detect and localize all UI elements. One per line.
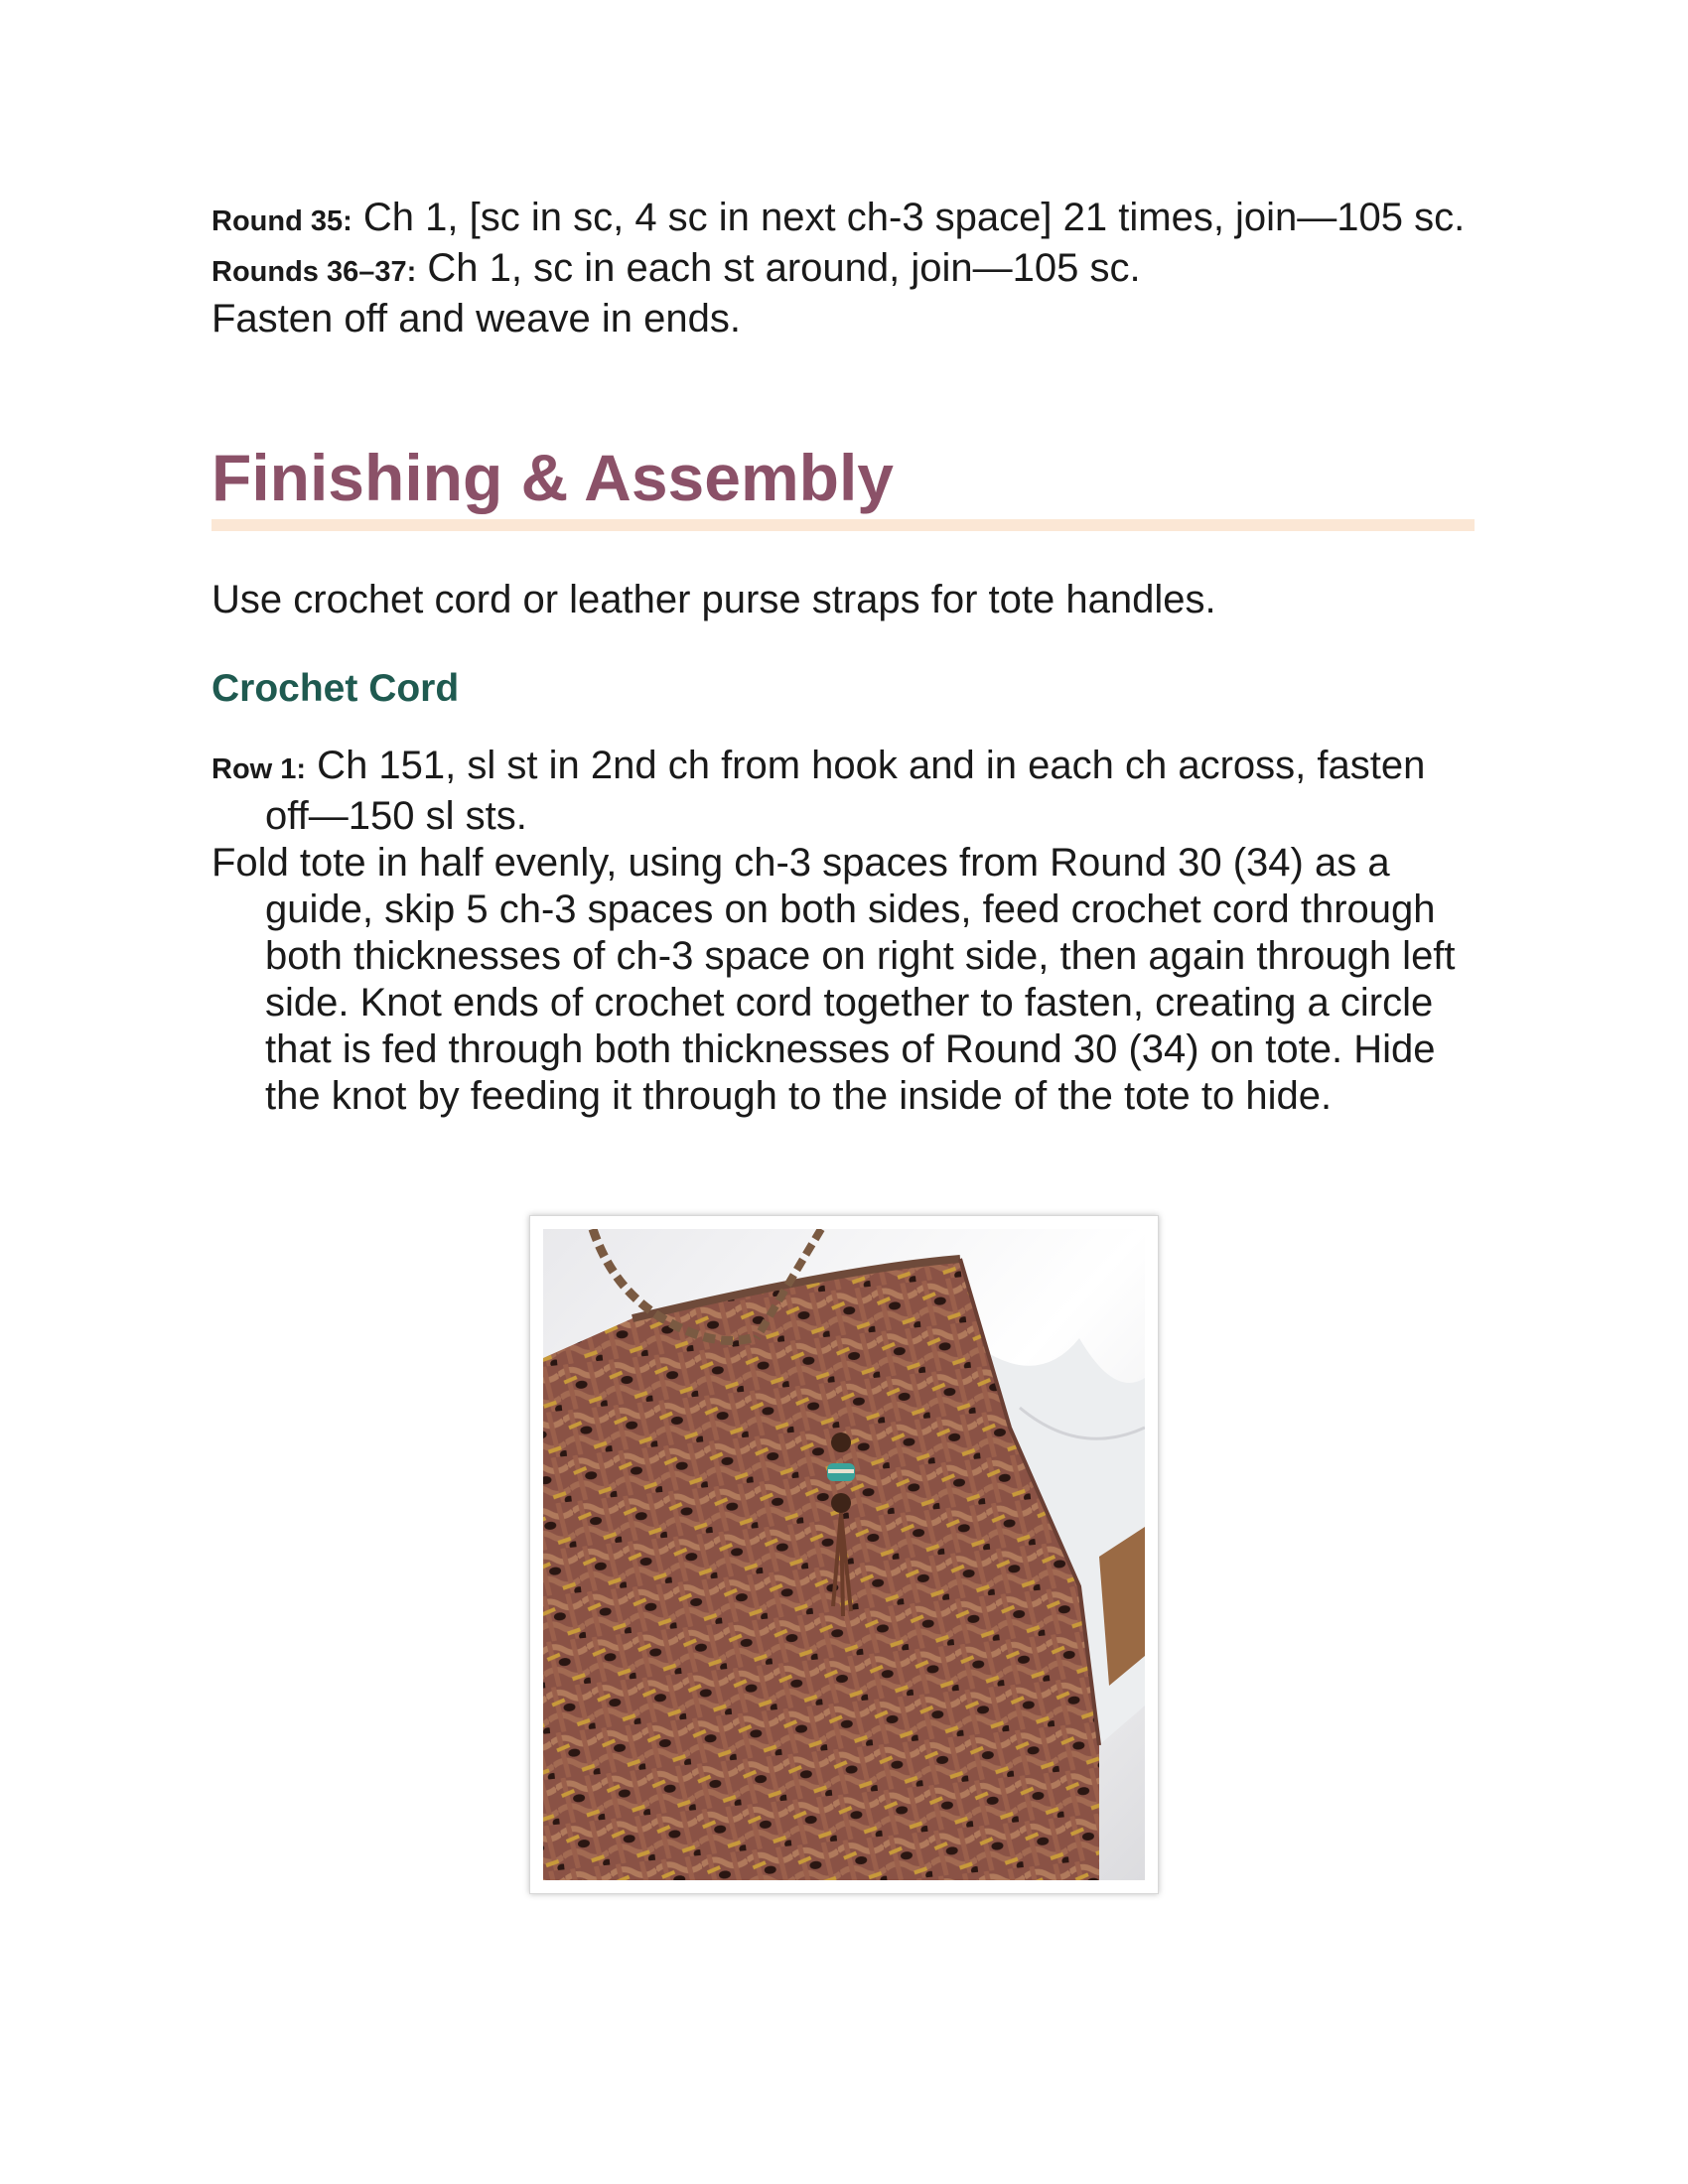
- round-35-instruction: [211, 195, 1475, 245]
- assembly-instruction: Fold tote in half evenly, using ch-3 spaces from Round 30 (34) as a guide, skip 5 ch-3 spaces on both sides, feed crochet cord through both thicknesses of ch-3 space on right side, then again through left side. Knot ends of crochet cord together to fasten, creating a circle that is fed through both thicknesses of Round 30 (34) on tote. Hide the knot by feeding it through to the inside of the tote to hide.: [211, 841, 1456, 1119]
- row-1-label: Row 1:: [211, 753, 307, 786]
- tote-photo-frame: [529, 1215, 1159, 1894]
- crochet-tote-photo: [543, 1229, 1145, 1880]
- document-page: [211, 195, 1475, 1120]
- crochet-cord-heading: Crochet Cord: [211, 667, 460, 710]
- rounds-36-37-label: Rounds 36–37:: [211, 256, 417, 288]
- rounds-36-37-text: Ch 1, sc in each st around, join—105 sc.: [416, 246, 1141, 290]
- round-35-text: Ch 1, [sc in sc, 4 sc in next ch-3 space] 21 times, join—105 sc.: [352, 196, 1466, 239]
- rounds-36-37-instruction: [211, 245, 1475, 296]
- row-1-instruction: [211, 743, 1475, 840]
- fasten-off-instruction: Fasten off and weave in ends.: [211, 297, 741, 341]
- round-35-label: Round 35:: [211, 205, 352, 237]
- intro-text: Use crochet cord or leather purse straps for tote handles.: [211, 578, 1216, 621]
- title-underline: [211, 519, 1475, 531]
- section-title: Finishing & Assembly: [211, 441, 895, 514]
- row-1-text: Ch 151, sl st in 2nd ch from hook and in each ch across, fasten off—150 sl sts.: [265, 744, 1426, 839]
